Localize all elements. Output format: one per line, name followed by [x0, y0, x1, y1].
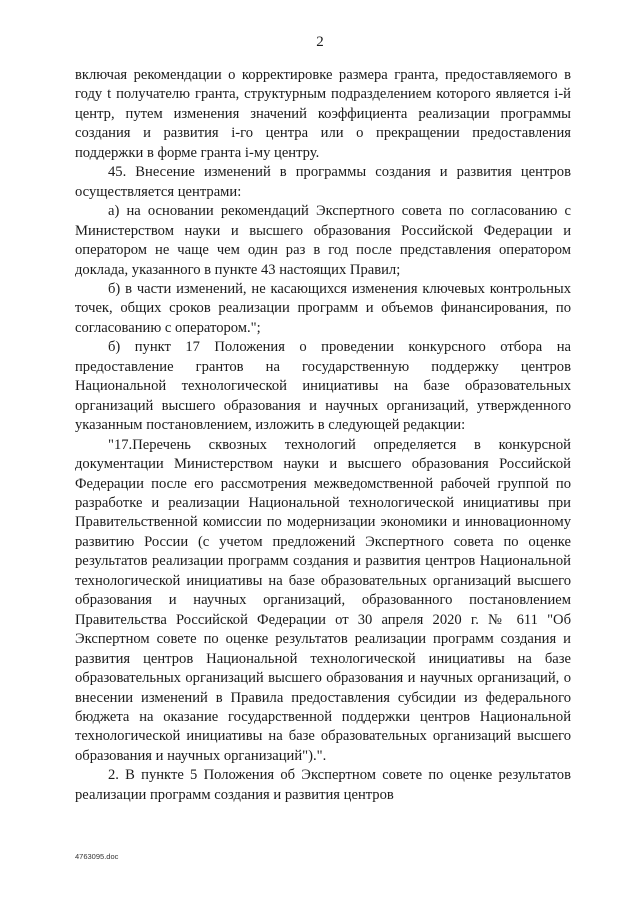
- paragraph-item-2: 2. В пункте 5 Положения об Экспертном совете по оценке результатов реализации программ создания и развития центров: [75, 767, 571, 803]
- paragraph-subitem-a: а) на основании рекомендаций Экспертного совета по согласованию с Министерством науки и высшего образования Российской Федерации и оператором не чаще чем один раз в год после представления оператором доклада, указанного в пункте 43 настоящих Правил;: [75, 203, 571, 278]
- paragraph-subitem-b: б) в части изменений, не касающихся изменения ключевых контрольных точек, общих сроков реализации программ и объемов финансирования, по согласованию с оператором.";: [75, 280, 571, 336]
- document-body: [75, 66, 571, 805]
- paragraph-continuation: включая рекомендации о корректировке размера гранта, предоставляемого в году t получателю гранта, структурным подразделением которого является i-й центр, путем изменения значений коэффициента реализации программы создания и развития i-го центра или о прекращении предоставления поддержки в форме гранта i-му центру.: [75, 67, 571, 161]
- paragraph-item-45: 45. Внесение изменений в программы создания и развития центров осуществляется центрами:: [75, 164, 571, 200]
- page-number: 2: [316, 34, 324, 50]
- paragraph-item-17: "17.Перечень сквозных технологий определяется в конкурсной документации Министерством науки и высшего образования Российской Федерации после его рассмотрения межведомственной рабочей группой по разработке и реализации Национальной технологической инициативы при Правительственной комиссии по модернизации экономики и инновационному развитию России (с учетом предложений Экспертного совета по оценке результатов реализации программ создания и развития центров Национальной технологической инициативы на базе образовательных организаций высшего образования и научных организаций, образованного постановлением Правительства Российской Федерации от 30 апреля 2020 г. № 611 "Об Экспертном совете по оценке результатов реализации программ создания и развития центров Национальной технологической инициативы на базе образовательных организаций высшего образования и научных организаций, о внесении изменений в Правила предоставления субсидии из федерального бюджета на оказание государственной поддержки центров Национальной технологической инициативы на базе образовательных организаций высшего образования и научных организаций").".: [75, 436, 571, 764]
- footer-file-code: 4763095.doc: [75, 852, 119, 861]
- paragraph-amendment-b: б) пункт 17 Положения о проведении конкурсного отбора на предоставление грантов на государственную поддержку центров Национальной технологической инициативы на базе образовательных организаций высшего образования и научных организаций, утвержденного указанным постановлением, изложить в следующей редакции:: [75, 339, 571, 434]
